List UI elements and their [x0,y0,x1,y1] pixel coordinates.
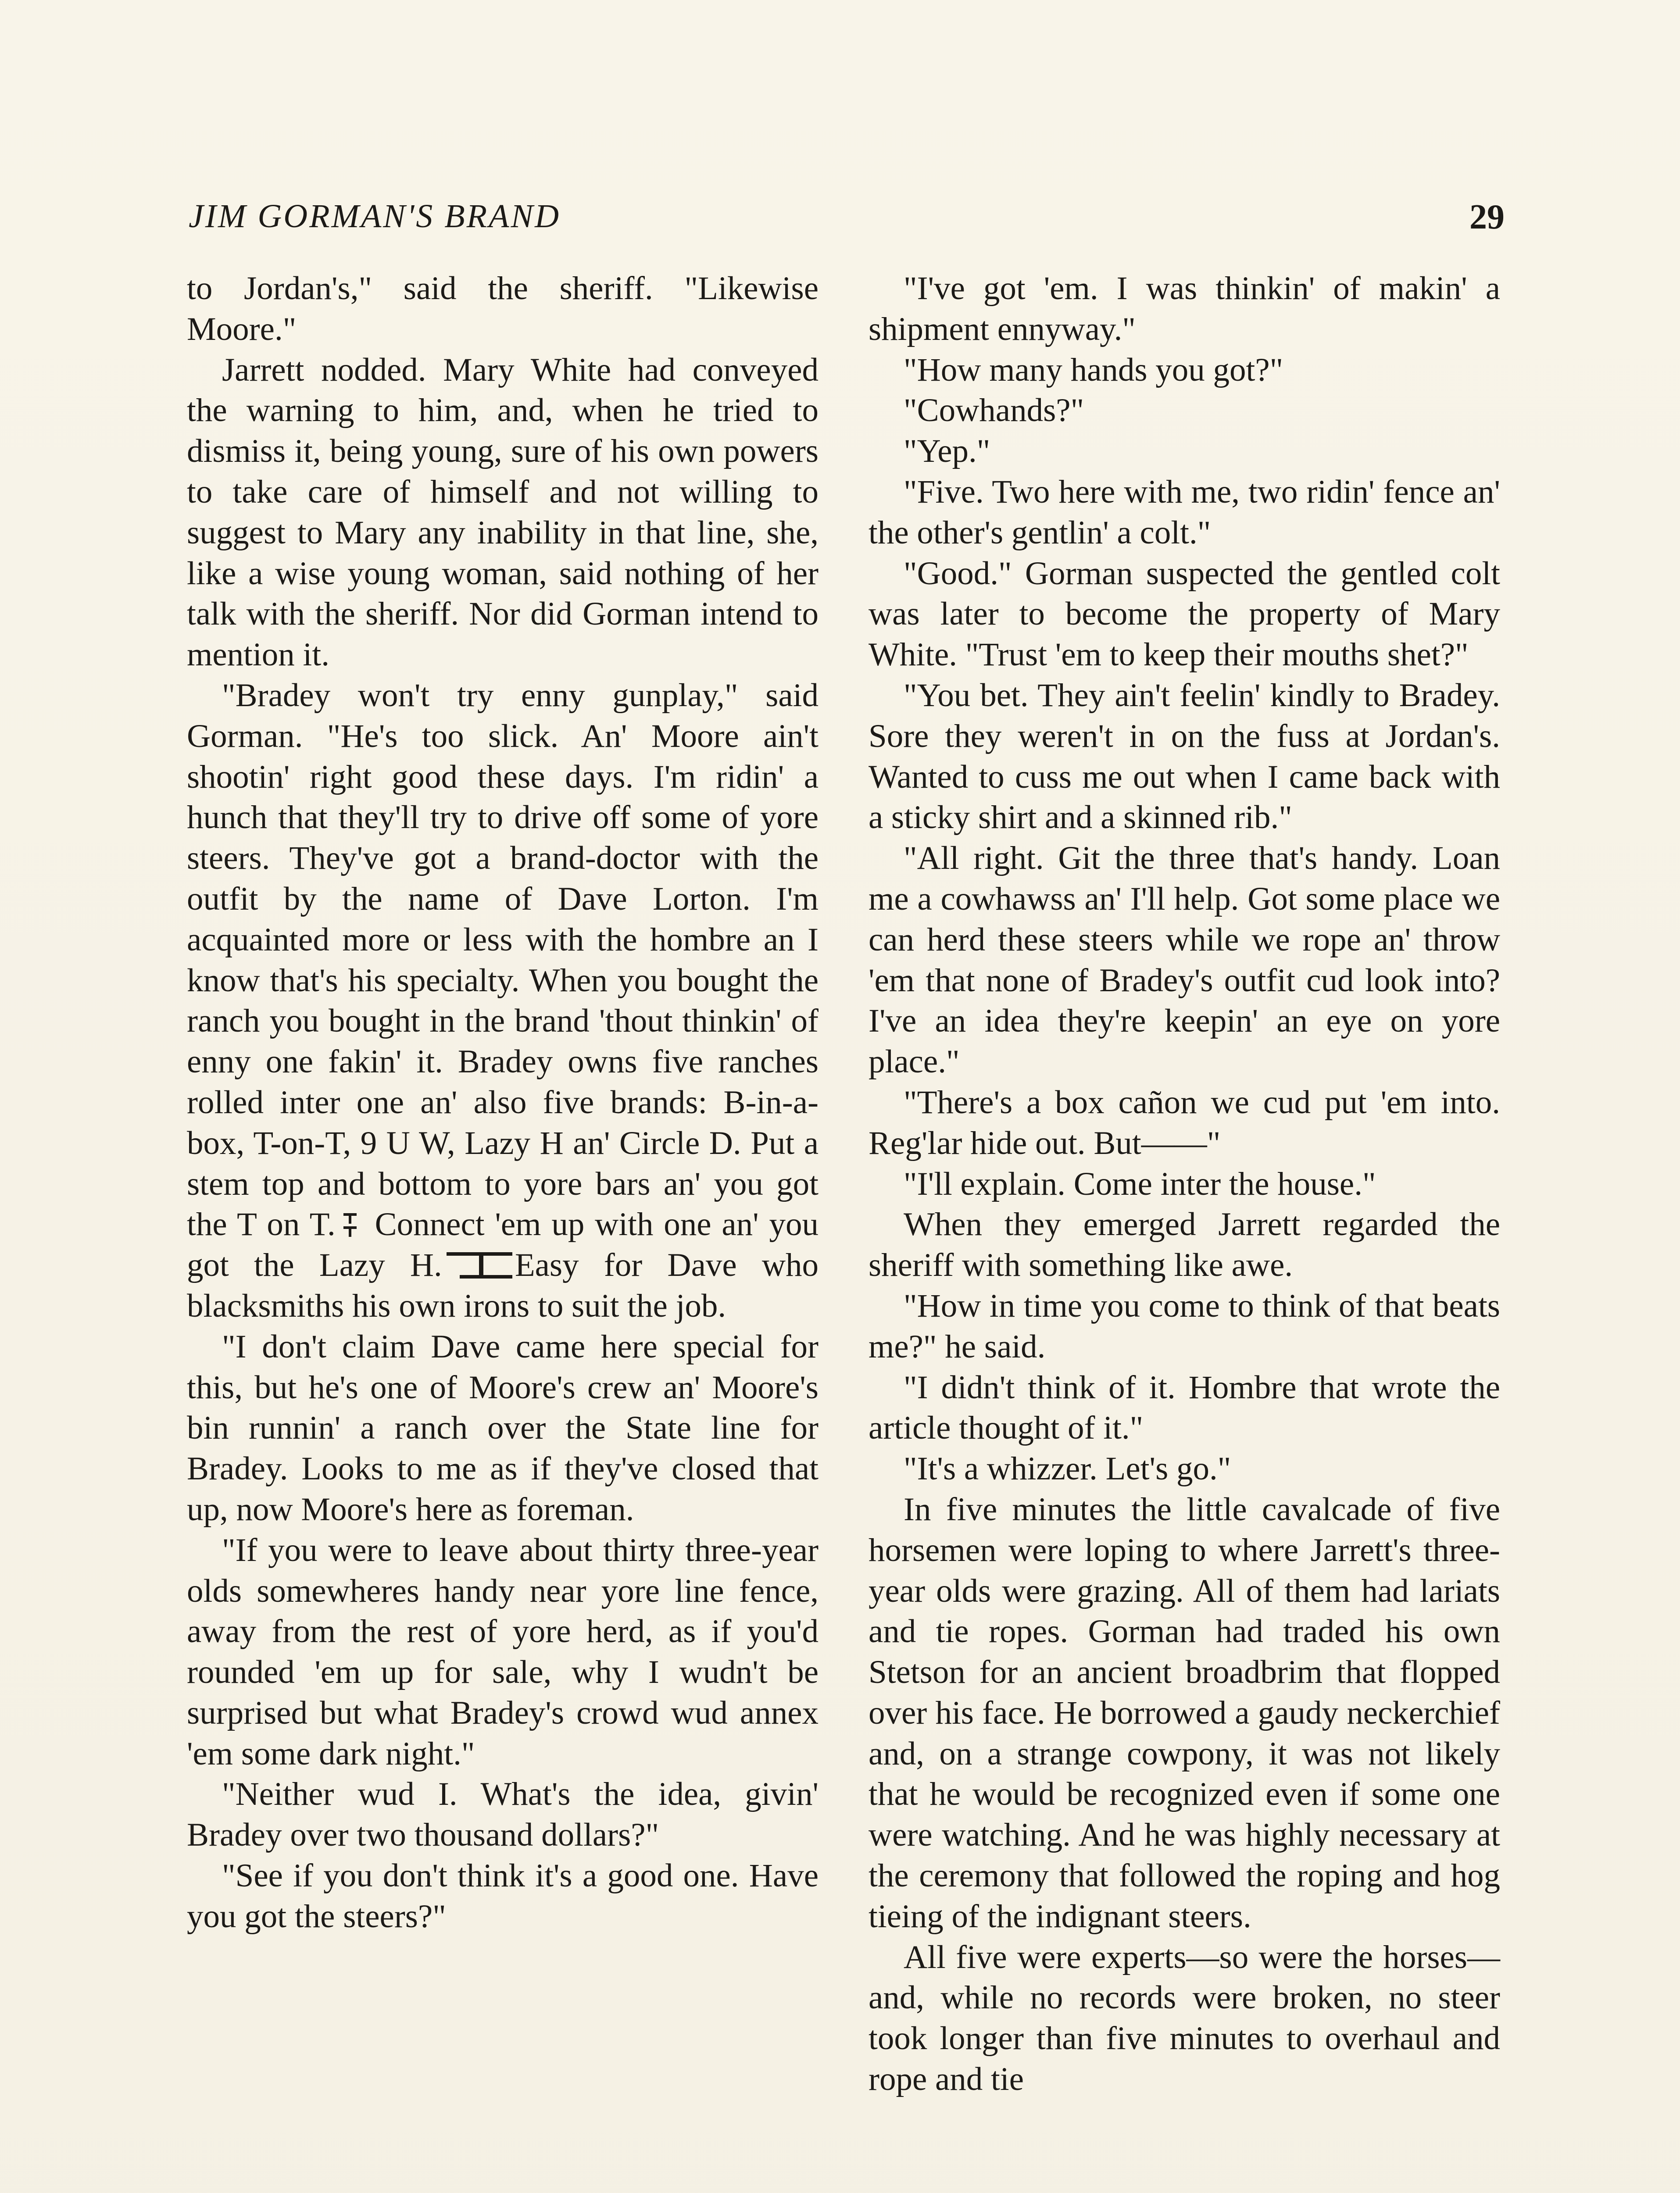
paragraph: "How many hands you got?" [904,351,1283,388]
paragraph: Jarrett nodded. Mary White had conveyed the warning to him, and, when he tried to dismiss it, being young, sure of his own powers to take care of himself and not willing to suggest to Mary any inability in that line, she, like a wise young woman, said nothing of her talk with the sheriff. Nor did Gorman intend to mention it. [187,351,819,673]
paragraph-text: "Bradey won't try enny gunplay," said Gorman. "He's too slick. An' Moore ain't shootin' right good these days. I'm ridin' a hunch that they'll try to drive off some of yore steers. They've got a brand-doctor with the outfit by the name of Dave Lorton. I'm acquainted more or less with the hombre an I know that's his specialty. When you bought the ranch you bought in the brand 'thout thinkin' of enny one fakin' it. Bradey owns five ranches rolled inter one an' also five brands: B-in-a-box, T-on-T, 9 U W, Lazy H an' Circle D. Put a stem top and bottom to yore bars an' you got the T on T. [187,677,819,1243]
paragraph [187,675,819,1327]
paragraph: When they emerged Jarrett regarded the sheriff with something like awe. [869,1206,1500,1284]
paragraph: "I don't claim Dave came here special for this, but he's one of Moore's crew an' Moore's bin runnin' a ranch over the State line for Bradey. Looks to me as if they've closed that up, now Moore's here as foreman. [187,1328,819,1528]
t-on-t-brand-icon [343,1211,357,1239]
running-head [189,197,1505,246]
paragraph: "Good." Gorman suspected the gentled colt was later to become the property of Mary White. "Trust 'em to keep their mouths shet?" [869,555,1500,673]
paragraph: In five minutes the little cavalcade of five horsemen were loping to where Jarrett's three-year olds were grazing. All of them had lariats and tie ropes. Gorman had traded his own Stetson for an ancient broadbrim that flopped over his face. He borrowed a gaudy neckerchief and, on a strange cowpony, it was not likely that he would be recognized even if some one were watching. And he was highly necessary at the ceremony that followed the roping and hog tieing of the indignant steers. [869,1491,1500,1935]
paragraph: "Yep." [904,433,990,470]
paragraph: to Jordan's," said the sheriff. "Likewise Moore." [187,270,819,347]
paragraph: "I've got 'em. I was thinkin' of makin' a shipment ennyway." [869,270,1500,347]
paragraph: "It's a whizzer. Let's go." [904,1450,1231,1487]
paragraph: "You bet. They ain't feelin' kindly to Bradey. Sore they weren't in on the fuss at Jordan's. Wanted to cuss me out when I came back with a sticky shirt and a skinned rib." [869,677,1500,836]
paragraph: "Cowhands?" [904,392,1084,429]
paragraph: "I'll explain. Come inter the house." [904,1165,1376,1202]
right-text-column [869,268,1500,2100]
lazy-h-brand-icon [447,1252,512,1279]
paragraph: "Five. Two here with me, two ridin' fence an' the other's gentlin' a colt." [869,473,1500,551]
paragraph: "Neither wud I. What's the idea, givin' Bradey over two thousand dollars?" [187,1776,819,1854]
paragraph: "I didn't think of it. Hombre that wrote the article thought of it." [869,1369,1500,1447]
paragraph: "There's a box cañon we cud put 'em into. Reg'lar hide out. But——" [869,1084,1500,1161]
paragraph: All five were experts—so were the horses—and, while no records were broken, no steer took longer than five minutes to overhaul and rope and tie [869,1939,1500,2098]
paragraph-text: Connect 'em up with one an' you got the Lazy H. [187,1206,819,1284]
running-head-title: JIM GORMAN'S BRAND [189,198,561,235]
paragraph-text: Easy for Dave who blacksmiths his own irons to suit the job. [187,1247,819,1324]
paragraph: "If you were to leave about thirty three-year olds somewheres handy near yore line fence, away from the rest of yore herd, as if you'd rounded 'em up for sale, why I wudn't be surprised but what Bradey's crowd wud annex 'em some dark night." [187,1532,819,1772]
paragraph: "How in time you come to think of that beats me?" he said. [869,1287,1500,1365]
page-number: 29 [1469,198,1505,236]
paragraph: "See if you don't think it's a good one. Have you got the steers?" [187,1857,819,1935]
paragraph: "All right. Git the three that's handy. Loan me a cowhawss an' I'll help. Got some place we can herd these steers while we rope an' throw 'em that none of Bradey's outfit cud look into? I've an idea they're keepin' an eye on yore place." [869,840,1500,1080]
left-text-column [187,268,819,1937]
